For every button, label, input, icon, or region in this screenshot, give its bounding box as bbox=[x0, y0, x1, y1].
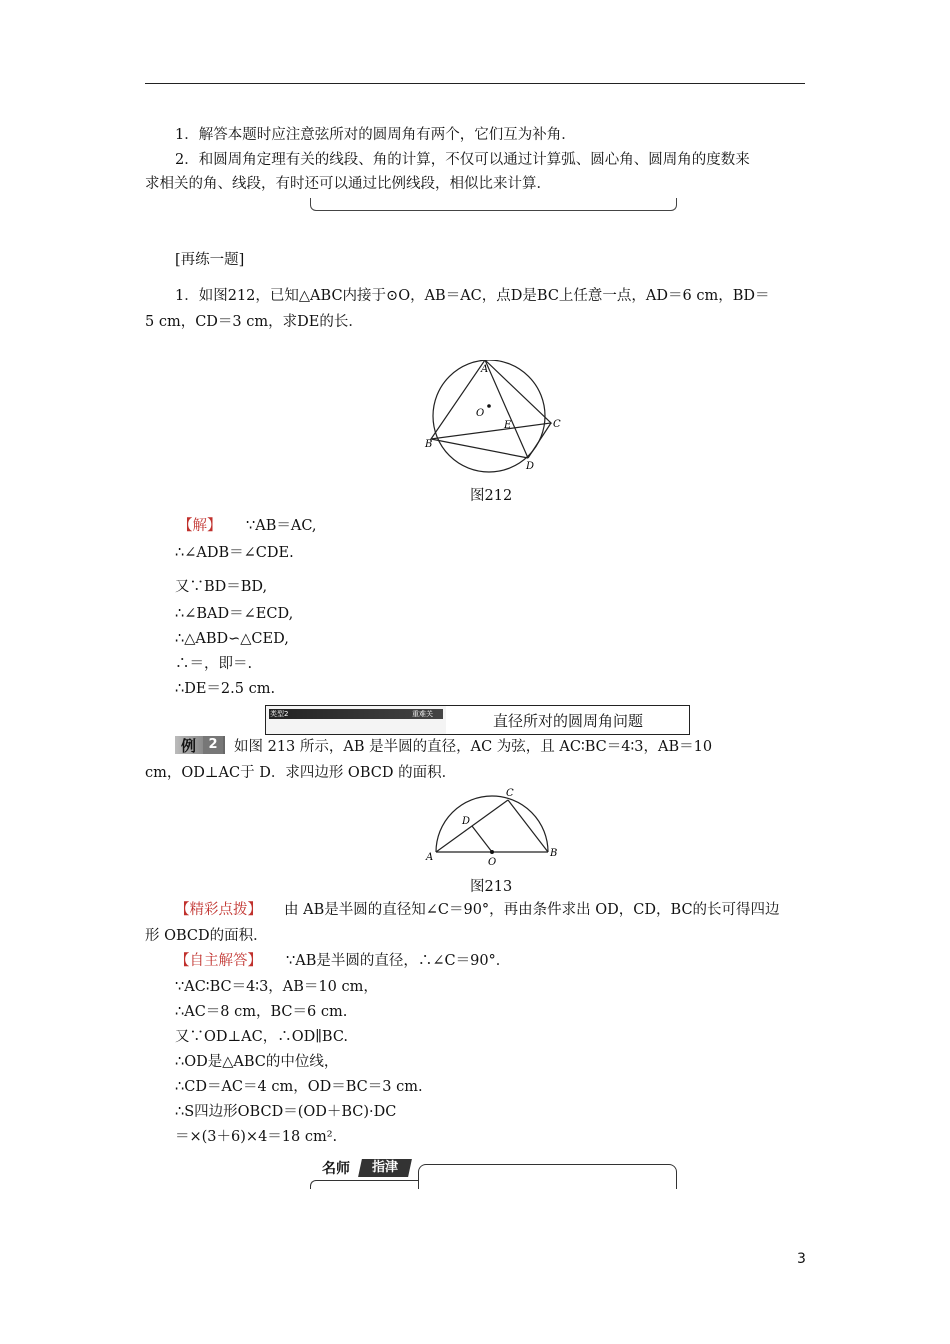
mingshi-banner bbox=[310, 1158, 675, 1188]
hint-line-1: 由 AB是半圆的直径知∠C＝90°，再由条件求出 OD，CD，BC的长可得四边 bbox=[284, 902, 780, 918]
mingshi-frame-left bbox=[310, 1180, 419, 1189]
solution-line-7: ∴DE＝2.5 cm. bbox=[175, 681, 276, 697]
figure-212 bbox=[415, 360, 575, 480]
example-tag-label: 例 bbox=[181, 737, 197, 755]
mingshi-frame bbox=[418, 1164, 677, 1189]
answer-line-5: ∴CD＝AC＝4 cm，OD＝BC＝3 cm. bbox=[175, 1079, 423, 1095]
answer-line-3: 又∵OD⊥AC，∴OD∥BC. bbox=[175, 1029, 349, 1045]
answer-first-line: ∵AB是半圆的直径，∴∠C＝90°． bbox=[286, 953, 511, 969]
answer-line-4: ∴OD是△ABC的中位线， bbox=[175, 1054, 339, 1070]
label-b: B bbox=[425, 439, 433, 450]
type-tag: 类型2 bbox=[270, 710, 289, 718]
label-b: B bbox=[550, 848, 558, 859]
segment-ad bbox=[485, 360, 528, 458]
label-c: C bbox=[553, 419, 561, 430]
label-e: E bbox=[504, 420, 512, 431]
solution-tag: 【解】 bbox=[178, 518, 222, 534]
page-number: 3 bbox=[797, 1251, 806, 1267]
circle-o bbox=[433, 360, 545, 472]
segment-bd bbox=[431, 439, 528, 458]
label-a: A bbox=[426, 852, 434, 863]
example-tag-number: 2 bbox=[203, 736, 223, 754]
answer-line-1: ∵AC∶BC＝4∶3，AB＝10 cm， bbox=[175, 979, 378, 995]
hint-line-2: 形 OBCD的面积． bbox=[145, 928, 268, 944]
figure-213-caption: 图213 bbox=[470, 879, 513, 895]
solution-line-2: ∴∠ADB＝∠CDE. bbox=[175, 545, 294, 561]
label-a: A bbox=[481, 364, 489, 375]
segment-od bbox=[472, 826, 492, 852]
triangle-abc bbox=[431, 360, 551, 439]
solution-line-1: ∵AB＝AC, bbox=[246, 518, 317, 534]
solution-line-5: ∴△ABD∽△CED, bbox=[175, 631, 289, 647]
example-tag bbox=[175, 736, 225, 754]
example-line-1: 如图 213 所示，AB 是半圆的直径，AC 为弦，且 AC∶BC＝4∶3，AB＝10 bbox=[234, 739, 713, 755]
solution-line-4: ∴∠BAD＝∠ECD, bbox=[175, 606, 294, 622]
semicircle bbox=[436, 796, 548, 852]
type-banner-left bbox=[266, 706, 446, 734]
mingshi-badge bbox=[358, 1159, 412, 1177]
label-c: C bbox=[506, 788, 514, 799]
practice-question-line-1: 1．如图212，已知△ABC内接于⊙O，AB＝AC，点D是BC上任意一点，AD＝6 cm，BD＝ bbox=[175, 288, 770, 304]
type-title: 直径所对的圆周角问题 bbox=[492, 712, 643, 730]
figure-212-caption: 图212 bbox=[470, 488, 513, 504]
label-o: O bbox=[488, 857, 497, 866]
practice-question-line-2: 5 cm，CD＝3 cm，求DE的长． bbox=[145, 314, 363, 330]
example-line-2: cm，OD⊥AC于 D．求四边形 OBCD 的面积． bbox=[145, 765, 457, 781]
label-d: D bbox=[462, 816, 471, 827]
center-point-o bbox=[490, 850, 494, 854]
solution-line-6: ∴＝，即＝. bbox=[175, 656, 253, 672]
type-difficulty: 重难关 bbox=[412, 710, 433, 718]
label-d: D bbox=[526, 461, 535, 472]
figure-213 bbox=[422, 784, 562, 866]
note-line-3: 求相关的角、线段，有时还可以通过比例线段，相似比来计算． bbox=[145, 176, 551, 192]
segment-cd bbox=[528, 423, 551, 458]
answer-line-2: ∴AC＝8 cm，BC＝6 cm. bbox=[175, 1004, 348, 1020]
practice-heading: [再练一题] bbox=[175, 252, 245, 268]
label-o: O bbox=[476, 408, 485, 419]
mingshi-label: 名师 bbox=[322, 1161, 350, 1177]
type-banner bbox=[265, 705, 690, 735]
hint-tag: 【精彩点拨】 bbox=[175, 902, 262, 918]
answer-line-6: ∴S四边形OBCD＝(OD＋BC)·DC bbox=[175, 1104, 397, 1120]
mingshi-badge-text: 指津 bbox=[371, 1160, 398, 1175]
header-rule bbox=[145, 83, 805, 84]
note-line-2: 2．和圆周角定理有关的线段、角的计算，不仅可以通过计算弧、圆心角、圆周角的度数来 bbox=[175, 152, 750, 168]
note-line-1: 1．解答本题时应注意弦所对的圆周角有两个，它们互为补角． bbox=[175, 127, 576, 143]
notes-bracket bbox=[310, 198, 677, 211]
solution-line-3: 又∵BD＝BD, bbox=[175, 579, 268, 595]
answer-line-7: ＝×(3＋6)×4＝18 cm². bbox=[175, 1129, 338, 1145]
center-point bbox=[487, 404, 491, 408]
answer-tag: 【自主解答】 bbox=[175, 953, 262, 969]
